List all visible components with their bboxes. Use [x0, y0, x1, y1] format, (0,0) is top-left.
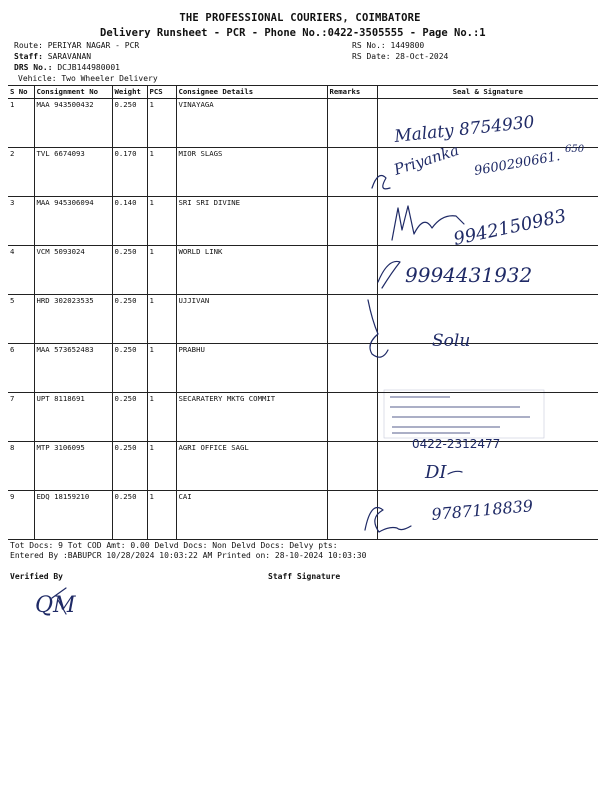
verified-signature: QM — [35, 593, 76, 618]
signature-scribble — [365, 508, 411, 533]
runsheet-subtitle: Delivery Runsheet - PCR - Phone No.:0422-3505555 - Page No.:1 — [100, 27, 486, 39]
pcs: 1 — [147, 197, 176, 246]
stamp-phone: 0422-2312477 — [412, 437, 501, 451]
consignee: SECARATERY MKTG COMMIT — [176, 393, 327, 442]
sno: 4 — [10, 247, 15, 256]
consignee: CAI — [176, 491, 327, 540]
col-remarks: Remarks — [327, 86, 377, 99]
signature-text: 9600290661. — [473, 149, 562, 179]
consignment-no: EDQ 18159210 — [34, 491, 112, 540]
pcs: 1 — [147, 148, 176, 197]
signature-text: Malaty 8754930 — [393, 112, 536, 147]
col-consignee: Consignee Details — [176, 86, 327, 99]
sno: 8 — [10, 443, 15, 452]
staff-signature-label: Staff Signature — [268, 572, 341, 581]
weight: 0.250 — [112, 344, 147, 393]
rs-number: RS No.: 1449800 — [352, 41, 425, 50]
pcs: 1 — [147, 246, 176, 295]
signature-scribble — [448, 471, 462, 474]
signature-text: Solu — [432, 331, 471, 351]
pcs: 1 — [147, 99, 176, 148]
weight: 0.250 — [112, 442, 147, 491]
vehicle-text: Vehicle: Two Wheeler Delivery — [18, 74, 158, 83]
consignee: VINAYAGA — [176, 99, 327, 148]
col-pcs: PCS — [147, 86, 176, 99]
company-title: THE PROFESSIONAL COURIERS, COIMBATORE — [179, 12, 421, 24]
weight: 0.170 — [112, 148, 147, 197]
signature-scribble — [372, 176, 390, 189]
consignment-no: MAA 945306094 — [34, 197, 112, 246]
signature-text: 9942150983 — [451, 205, 569, 250]
pcs: 1 — [147, 295, 176, 344]
pcs: 1 — [147, 442, 176, 491]
col-signature: Seal & Signature — [377, 86, 598, 99]
sno: 9 — [10, 492, 15, 501]
consignee: WORLD LINK — [176, 246, 327, 295]
drs-value: DCJB144980001 — [57, 63, 120, 72]
pcs: 1 — [147, 344, 176, 393]
drs-label: DRS No.: — [14, 63, 53, 72]
sno: 1 — [10, 100, 15, 109]
weight: 0.250 — [112, 393, 147, 442]
sno: 5 — [10, 296, 15, 305]
staff-value: SARAVANAN — [47, 52, 92, 61]
signature-text: DI — [425, 462, 447, 483]
consignment-no: HRD 302023535 — [34, 295, 112, 344]
col-sno: S No — [8, 86, 34, 99]
consignee: UJJIVAN — [176, 295, 327, 344]
pcs: 1 — [147, 393, 176, 442]
sno: 3 — [10, 198, 15, 207]
pcs: 1 — [147, 491, 176, 540]
weight: 0.250 — [112, 246, 147, 295]
weight: 0.250 — [112, 295, 147, 344]
consignment-no: MAA 573652483 — [34, 344, 112, 393]
weight: 0.250 — [112, 491, 147, 540]
signature-text: 9787118839 — [430, 496, 534, 524]
signature-scribble — [368, 300, 388, 357]
col-weight: Weight — [112, 86, 147, 99]
staff-label: Staff: — [14, 52, 43, 61]
sno: 2 — [10, 149, 15, 158]
weight: 0.250 — [112, 99, 147, 148]
totals-line: Tot Docs: 9 Tot COD Amt: 0.00 Delvd Docs: Non Delvd Docs: Delvy pts: — [10, 541, 338, 550]
sno: 6 — [10, 345, 15, 354]
entered-line: Entered By :BABUPCR 10/28/2024 10:03:22 AM Printed on: 28-10-2024 10:03:30 — [10, 551, 367, 560]
weight: 0.140 — [112, 197, 147, 246]
stamp-lines — [390, 397, 530, 433]
consignment-no: VCM 5093024 — [34, 246, 112, 295]
consignment-no: MAA 943500432 — [34, 99, 112, 148]
signature-text: 9994431932 — [405, 263, 533, 287]
signature-text: Priyanka — [391, 140, 462, 179]
consignment-no: MTP 3106095 — [34, 442, 112, 491]
consignee: SRI SRI DIVINE — [176, 197, 327, 246]
route-text: Route: PERIYAR NAGAR - PCR — [14, 41, 140, 50]
consignee: AGRI OFFICE SAGL — [176, 442, 327, 491]
signature-text: 650 — [565, 144, 585, 155]
consignment-no: UPT 8118691 — [34, 393, 112, 442]
verified-by-label: Verified By — [10, 572, 63, 581]
sno: 7 — [10, 394, 15, 403]
consignment-no: TVL 6674093 — [34, 148, 112, 197]
consignee: PRABHU — [176, 344, 327, 393]
col-consignment: Consignment No — [34, 86, 112, 99]
consignee: MIOR SLAGS — [176, 148, 327, 197]
signature-scribble — [378, 261, 400, 288]
rs-date: RS Date: 28-Oct-2024 — [352, 52, 449, 61]
